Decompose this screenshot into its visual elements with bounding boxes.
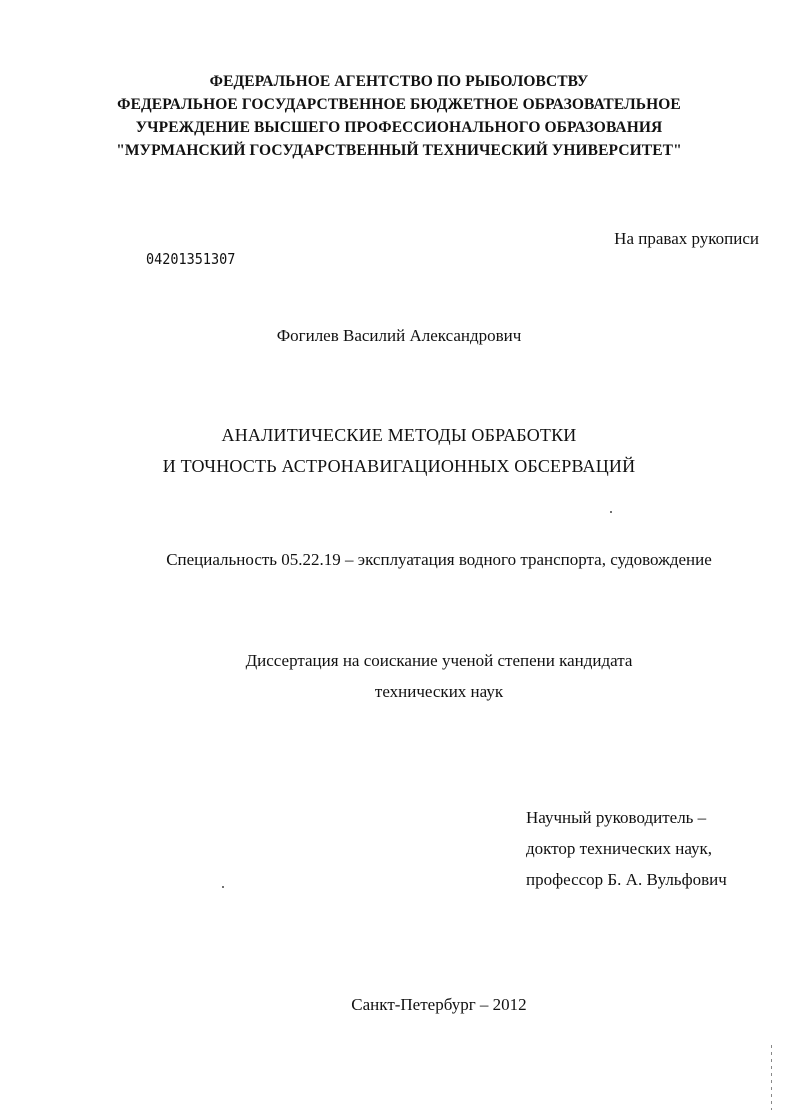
- scan-edge-artifact: [771, 1045, 772, 1110]
- specialty-line: Специальность 05.22.19 – эксплуатация водного транспорта, судовождение: [166, 550, 712, 569]
- header-line-university: "МУРМАНСКИЙ ГОСУДАРСТВЕННЫЙ ТЕХНИЧЕСКИЙ УНИВЕРСИТЕТ": [116, 142, 682, 159]
- author-name: Фогилев Василий Александрович: [276, 326, 522, 345]
- supervisor-role: Научный руководитель –: [526, 808, 707, 827]
- supervisor-degree: доктор технических наук,: [526, 839, 713, 858]
- title-line-2: И ТОЧНОСТЬ АСТРОНАВИГАЦИОННЫХ ОБСЕРВАЦИЙ: [162, 456, 636, 476]
- institution-header: [0, 70, 798, 162]
- degree-line-1: Диссертация на соискание ученой степени кандидата: [245, 651, 633, 670]
- manuscript-rights-note: На правах рукописи: [614, 229, 759, 248]
- registration-number: 04201351307: [146, 250, 236, 268]
- header-line-agency: ФЕДЕРАЛЬНОЕ АГЕНТСТВО ПО РЫБОЛОВСТВУ: [209, 73, 589, 90]
- scan-speck: [610, 511, 612, 513]
- degree-statement: [0, 645, 798, 707]
- scan-speck: [222, 886, 224, 888]
- title-line-1: АНАЛИТИЧЕСКИЕ МЕТОДЫ ОБРАБОТКИ: [221, 425, 577, 445]
- supervisor-block: [526, 802, 727, 895]
- header-line-education: УЧРЕЖДЕНИЕ ВЫСШЕГО ПРОФЕССИОНАЛЬНОГО ОБРАЗОВАНИЯ: [135, 119, 663, 136]
- header-line-institution: ФЕДЕРАЛЬНОЕ ГОСУДАРСТВЕННОЕ БЮДЖЕТНОЕ ОБРАЗОВАТЕЛЬНОЕ: [117, 96, 681, 113]
- city-and-year: Санкт-Петербург – 2012: [351, 995, 527, 1014]
- dissertation-title: [0, 420, 798, 482]
- supervisor-name: профессор Б. А. Вульфович: [526, 870, 727, 889]
- degree-line-2: технических наук: [374, 682, 504, 701]
